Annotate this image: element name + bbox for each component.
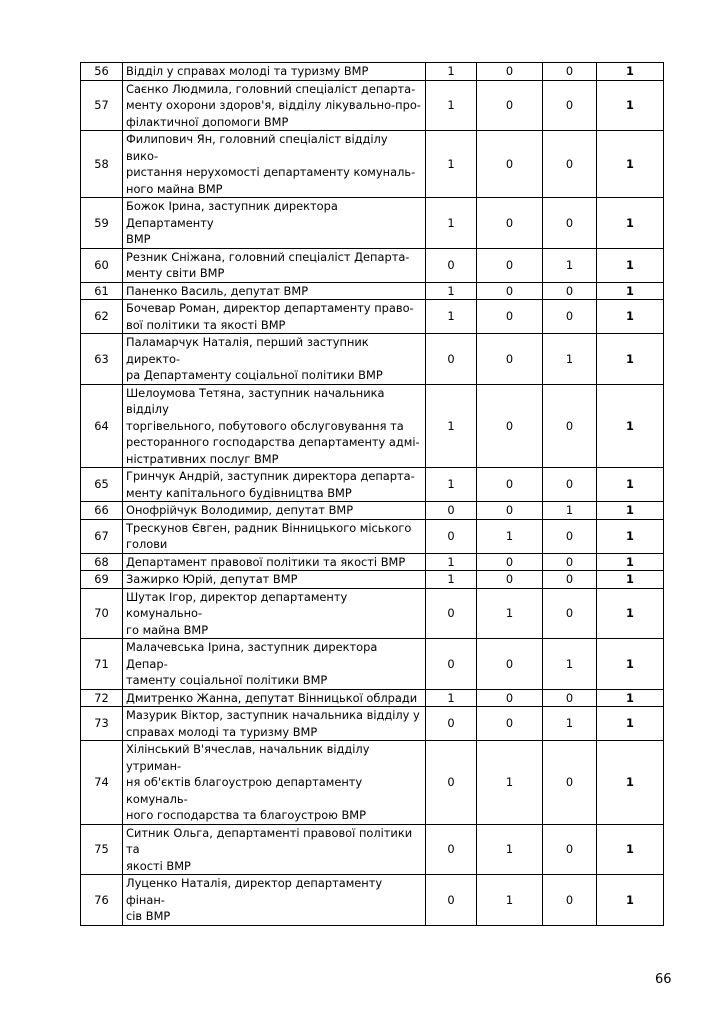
- value-cell-1: 1: [426, 300, 477, 334]
- name-cell: Дмитренко Жанна, депутат Вінницької облради: [123, 689, 426, 707]
- total-cell: 1: [597, 639, 664, 690]
- row-number-cell: 75: [81, 824, 123, 875]
- name-cell: Филипович Ян, головний спеціаліст відділу вико- ристання нерухомості департаменту комуналь- ного майна ВМР: [123, 131, 426, 198]
- row-number-cell: 71: [81, 639, 123, 690]
- value-cell-3: 0: [543, 571, 597, 589]
- value-cell-3: 0: [543, 384, 597, 468]
- value-cell-2: 0: [477, 502, 543, 520]
- value-cell-3: 0: [543, 553, 597, 571]
- value-cell-2: 1: [477, 588, 543, 639]
- value-cell-3: 0: [543, 282, 597, 300]
- value-cell-1: 1: [426, 384, 477, 468]
- row-number-cell: 59: [81, 198, 123, 249]
- value-cell-2: 0: [477, 131, 543, 198]
- total-cell: 1: [597, 131, 664, 198]
- value-cell-1: 0: [426, 824, 477, 875]
- row-number-cell: 63: [81, 334, 123, 385]
- value-cell-1: 1: [426, 689, 477, 707]
- name-cell: Ситник Ольга, департаменті правової політики та якості ВМР: [123, 824, 426, 875]
- value-cell-3: 1: [543, 707, 597, 741]
- value-cell-2: 1: [477, 875, 543, 926]
- row-number-cell: 56: [81, 63, 123, 81]
- data-table: [80, 62, 664, 926]
- total-cell: 1: [597, 502, 664, 520]
- row-number-cell: 72: [81, 689, 123, 707]
- row-number-cell: 74: [81, 741, 123, 825]
- value-cell-1: 0: [426, 502, 477, 520]
- table-row: [81, 80, 664, 131]
- page-number: 66: [655, 972, 672, 987]
- value-cell-3: 0: [543, 198, 597, 249]
- total-cell: 1: [597, 384, 664, 468]
- value-cell-1: 0: [426, 639, 477, 690]
- table-row: [81, 588, 664, 639]
- value-cell-3: 1: [543, 502, 597, 520]
- table-row: [81, 63, 664, 81]
- name-cell: Онофрійчук Володимир, депутат ВМР: [123, 502, 426, 520]
- name-cell: Саєнко Людмила, головний спеціаліст департа- менту охорони здоров'я, відділу лікувально-про- філактичної допомоги ВМР: [123, 80, 426, 131]
- total-cell: 1: [597, 80, 664, 131]
- total-cell: 1: [597, 248, 664, 282]
- name-cell: Малачевська Ірина, заступник директора Депар- таменту соціальної політики ВМР: [123, 639, 426, 690]
- value-cell-1: 0: [426, 334, 477, 385]
- table-row: [81, 334, 664, 385]
- value-cell-1: 1: [426, 468, 477, 502]
- value-cell-2: 0: [477, 689, 543, 707]
- total-cell: 1: [597, 334, 664, 385]
- table-row: [81, 198, 664, 249]
- table-row: [81, 519, 664, 553]
- value-cell-3: 0: [543, 131, 597, 198]
- value-cell-1: 0: [426, 707, 477, 741]
- table-row: [81, 689, 664, 707]
- table-row: [81, 875, 664, 926]
- value-cell-1: 1: [426, 80, 477, 131]
- value-cell-1: 1: [426, 571, 477, 589]
- value-cell-1: 0: [426, 248, 477, 282]
- value-cell-1: 0: [426, 741, 477, 825]
- total-cell: 1: [597, 741, 664, 825]
- row-number-cell: 64: [81, 384, 123, 468]
- table-row: [81, 824, 664, 875]
- value-cell-3: 0: [543, 80, 597, 131]
- value-cell-2: 0: [477, 571, 543, 589]
- total-cell: 1: [597, 282, 664, 300]
- value-cell-3: 1: [543, 248, 597, 282]
- total-cell: 1: [597, 824, 664, 875]
- name-cell: Божок Ірина, заступник директора Департаменту ВМР: [123, 198, 426, 249]
- value-cell-3: 0: [543, 741, 597, 825]
- value-cell-2: 0: [477, 198, 543, 249]
- value-cell-3: 0: [543, 468, 597, 502]
- table-row: [81, 300, 664, 334]
- value-cell-2: 1: [477, 519, 543, 553]
- total-cell: 1: [597, 300, 664, 334]
- table-row: [81, 248, 664, 282]
- total-cell: 1: [597, 571, 664, 589]
- name-cell: Зажирко Юрій, депутат ВМР: [123, 571, 426, 589]
- table-row: [81, 282, 664, 300]
- name-cell: Хілінський В'ячеслав, начальник відділу утриман- ня об'єктів благоустрою департаменту комуналь- ного господарства та благоустрою ВМР: [123, 741, 426, 825]
- table-row: [81, 384, 664, 468]
- value-cell-1: 1: [426, 553, 477, 571]
- value-cell-1: 0: [426, 588, 477, 639]
- value-cell-2: 1: [477, 824, 543, 875]
- row-number-cell: 61: [81, 282, 123, 300]
- total-cell: 1: [597, 468, 664, 502]
- total-cell: 1: [597, 875, 664, 926]
- value-cell-2: 0: [477, 384, 543, 468]
- row-number-cell: 76: [81, 875, 123, 926]
- value-cell-3: 0: [543, 588, 597, 639]
- value-cell-2: 0: [477, 282, 543, 300]
- row-number-cell: 57: [81, 80, 123, 131]
- row-number-cell: 62: [81, 300, 123, 334]
- row-number-cell: 69: [81, 571, 123, 589]
- value-cell-1: 1: [426, 198, 477, 249]
- row-number-cell: 67: [81, 519, 123, 553]
- value-cell-1: 1: [426, 282, 477, 300]
- table-row: [81, 468, 664, 502]
- value-cell-2: 0: [477, 300, 543, 334]
- value-cell-1: 0: [426, 519, 477, 553]
- total-cell: 1: [597, 63, 664, 81]
- value-cell-3: 0: [543, 519, 597, 553]
- value-cell-1: 1: [426, 63, 477, 81]
- value-cell-3: 0: [543, 63, 597, 81]
- value-cell-3: 0: [543, 689, 597, 707]
- table-row: [81, 741, 664, 825]
- row-number-cell: 70: [81, 588, 123, 639]
- name-cell: Шутак Ігор, директор департаменту комунально- го майна ВМР: [123, 588, 426, 639]
- table-row: [81, 131, 664, 198]
- value-cell-3: 1: [543, 334, 597, 385]
- name-cell: Шелоумова Тетяна, заступник начальника відділу торгівельного, побутового обслуговування та ресторанного господарства департаменту адмі- ністративних послуг ВМР: [123, 384, 426, 468]
- table-row: [81, 553, 664, 571]
- name-cell: Гринчук Андрій, заступник директора департа- менту капітального будівництва ВМР: [123, 468, 426, 502]
- name-cell: Мазурик Віктор, заступник начальника відділу у справах молоді та туризму ВМР: [123, 707, 426, 741]
- name-cell: Бочевар Роман, директор департаменту право- вої політики та якості ВМР: [123, 300, 426, 334]
- value-cell-3: 0: [543, 824, 597, 875]
- row-number-cell: 65: [81, 468, 123, 502]
- value-cell-2: 0: [477, 468, 543, 502]
- value-cell-2: 0: [477, 707, 543, 741]
- total-cell: 1: [597, 553, 664, 571]
- total-cell: 1: [597, 588, 664, 639]
- value-cell-2: 0: [477, 248, 543, 282]
- total-cell: 1: [597, 198, 664, 249]
- name-cell: Відділ у справах молоді та туризму ВМР: [123, 63, 426, 81]
- row-number-cell: 73: [81, 707, 123, 741]
- name-cell: Трескунов Євген, радник Вінницького міського голови: [123, 519, 426, 553]
- table-row: [81, 707, 664, 741]
- value-cell-2: 1: [477, 741, 543, 825]
- name-cell: Луценко Наталія, директор департаменту фінан- сів ВМР: [123, 875, 426, 926]
- value-cell-3: 0: [543, 875, 597, 926]
- table-body: [81, 63, 664, 926]
- total-cell: 1: [597, 689, 664, 707]
- name-cell: Паламарчук Наталія, перший заступник директо- ра Департаменту соціальної політики ВМР: [123, 334, 426, 385]
- total-cell: 1: [597, 519, 664, 553]
- name-cell: Резник Сніжана, головний спеціаліст Департа- менту світи ВМР: [123, 248, 426, 282]
- row-number-cell: 68: [81, 553, 123, 571]
- value-cell-1: 0: [426, 875, 477, 926]
- value-cell-2: 0: [477, 63, 543, 81]
- value-cell-2: 0: [477, 334, 543, 385]
- value-cell-3: 1: [543, 639, 597, 690]
- table-row: [81, 502, 664, 520]
- total-cell: 1: [597, 707, 664, 741]
- value-cell-2: 0: [477, 553, 543, 571]
- table-row: [81, 571, 664, 589]
- value-cell-1: 1: [426, 131, 477, 198]
- name-cell: Департамент правової політики та якості ВМР: [123, 553, 426, 571]
- table-row: [81, 639, 664, 690]
- row-number-cell: 60: [81, 248, 123, 282]
- row-number-cell: 66: [81, 502, 123, 520]
- value-cell-2: 0: [477, 639, 543, 690]
- value-cell-3: 0: [543, 300, 597, 334]
- row-number-cell: 58: [81, 131, 123, 198]
- name-cell: Паненко Василь, депутат ВМР: [123, 282, 426, 300]
- value-cell-2: 0: [477, 80, 543, 131]
